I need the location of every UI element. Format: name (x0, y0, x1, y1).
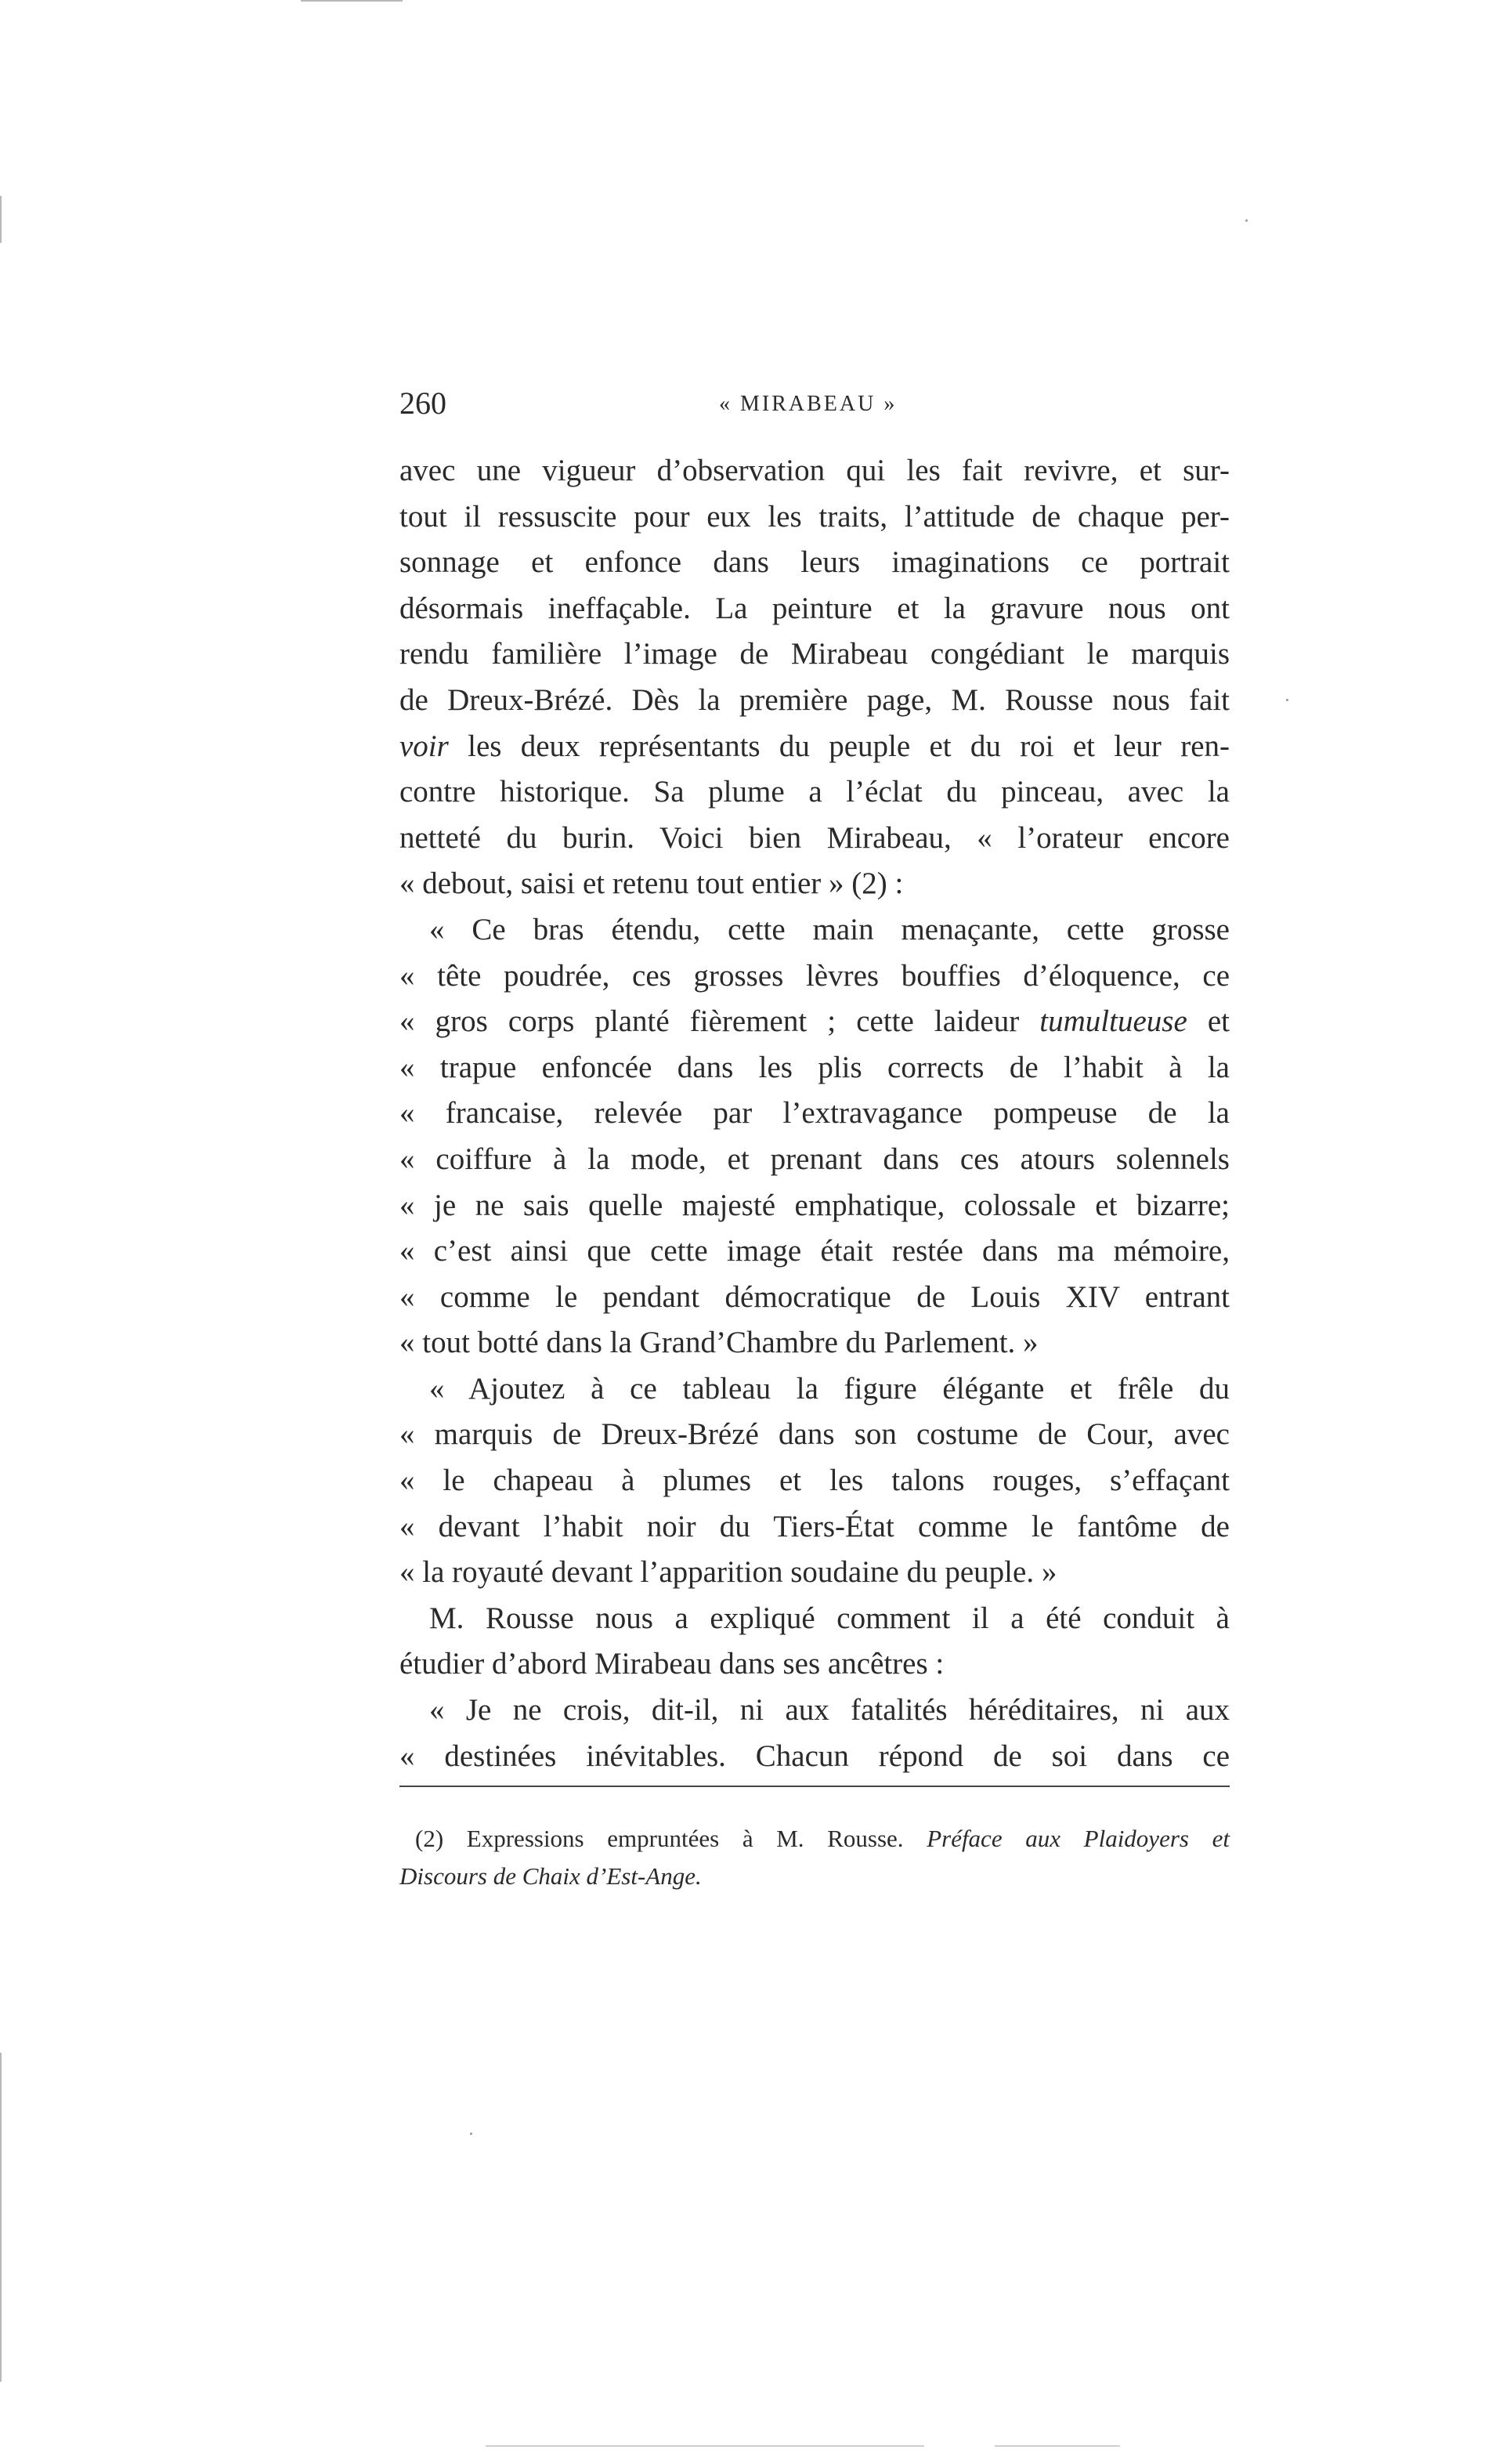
page-number: 260 (399, 385, 446, 421)
text-line: étudier d’abord Mirabeau dans ses ancêtres : (399, 1647, 945, 1681)
text-line: rendu familière l’image de Mirabeau congédiant le marquis (399, 637, 1230, 671)
text-line: « trapue enfoncée dans les plis corrects de l’habit à la (399, 1050, 1230, 1084)
text-fragment: « gros corps planté fièrement ; cette laideur (399, 1004, 1040, 1039)
italic-word: tumultueuse (1039, 1004, 1187, 1039)
text-line: netteté du burin. Voici bien Mirabeau, « l’orateur encore (399, 820, 1230, 855)
footnote-text: (2) Expressions empruntées à M. Rousse. (415, 1825, 927, 1852)
text-line: « Ajoutez à ce tableau la figure élégante et frêle du (429, 1371, 1230, 1406)
text-line (399, 724, 1230, 770)
text-line: « devant l’habit noir du Tiers-État comme le fantôme de (399, 1509, 1230, 1543)
running-title: « MIRABEAU » (719, 392, 898, 416)
footnote-title: Discours de Chaix d’Est-Ange. (399, 1862, 702, 1890)
text-line: M. Rousse nous a expliqué comment il a été conduit à (429, 1601, 1230, 1635)
text-line: contre historique. Sa plume a l’éclat du pinceau, avec la (399, 775, 1230, 809)
text-line: « coiffure à la mode, et prenant dans ces atours solennels (399, 1142, 1230, 1176)
text-line: « Je ne crois, dit-il, ni aux fatalités héréditaires, ni aux (429, 1693, 1230, 1728)
footnotes (399, 1820, 1230, 1895)
text-line: « c’est ainsi que cette image était restée dans ma mémoire, (399, 1234, 1230, 1268)
scan-speck (470, 2133, 472, 2135)
body-text (399, 448, 1230, 1779)
footnote-line (399, 1820, 1230, 1858)
scan-speck (1245, 219, 1248, 222)
text-line: « destinées inévitables. Chacun répond de soi dans ce (399, 1739, 1230, 1773)
text-line: « tête poudrée, ces grosses lèvres bouffies d’éloquence, ce (399, 958, 1230, 993)
text-line (399, 999, 1230, 1045)
scan-edge-mark (0, 196, 2, 243)
text-line: « tout botté dans la Grand’Chambre du Parlement. » (399, 1326, 1039, 1360)
text-line: « Ce bras étendu, cette main menaçante, cette grosse (429, 912, 1230, 946)
text-line: « comme le pendant démocratique de Louis XIV entrant (399, 1279, 1230, 1314)
text-fragment: et (1187, 1004, 1230, 1039)
text-line: désormais ineffaçable. La peinture et la gravure nous ont (399, 591, 1230, 625)
footnote-rule (399, 1786, 1230, 1787)
text-line: « la royauté devant l’apparition soudaine du peuple. » (399, 1555, 1057, 1590)
text-line: sonnage et enfonce dans leurs imaginations ce portrait (399, 545, 1230, 580)
text-fragment: les deux représentants du peuple et du roi et leur ren- (448, 729, 1230, 763)
bottom-scan-rule (486, 2445, 924, 2447)
footnote-line (399, 1858, 1230, 1895)
text-line: avec une vigueur d’observation qui les fait revivre, et sur- (399, 454, 1230, 487)
italic-word: voir (399, 729, 449, 763)
scan-speck (1286, 699, 1288, 701)
text-line: « le chapeau à plumes et les talons rouges, s’effaçant (399, 1464, 1230, 1498)
text-line: de Dreux-Brézé. Dès la première page, M. Rousse nous fait (399, 682, 1230, 717)
scan-edge-mark (301, 0, 403, 2)
text-line: « je ne sais quelle majesté emphatique, colossale et bizarre; (399, 1188, 1230, 1222)
text-line: « debout, saisi et retenu tout entier » (2) : (399, 867, 904, 901)
footnote-title: Préface aux Plaidoyers et (927, 1825, 1230, 1852)
text-line: « francaise, relevée par l’extravagance pompeuse de la (399, 1096, 1230, 1131)
bottom-scan-rule (995, 2445, 1120, 2447)
page-header (399, 384, 1230, 423)
text-line: « marquis de Dreux-Brézé dans son costume de Cour, avec (399, 1417, 1230, 1452)
text-line: tout il ressuscite pour eux les traits, l’attitude de chaque per- (399, 499, 1230, 534)
scan-edge-mark (0, 2053, 2, 2382)
